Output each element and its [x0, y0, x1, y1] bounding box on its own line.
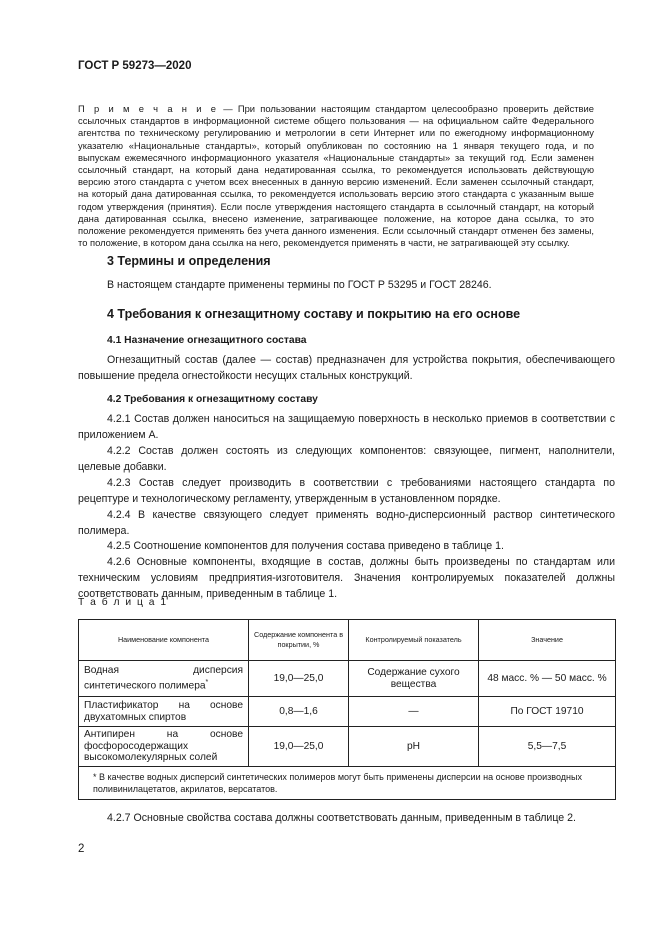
subsection-4-1-text: Огнезащитный состав (далее — состав) предназначен для устройства покрытия, обеспечивающего повышение предела огнестойкости несущих стальных конструкций. — [78, 354, 615, 382]
paragraph-4-2-2: 4.2.2 Состав должен состоять из следующих компонентов: связующее, пигмент, наполнители, целевые добавки. — [78, 445, 615, 473]
header-indicator: Контролируемый показатель — [349, 620, 479, 661]
paragraph-4-2-5: 4.2.5 Соотношение компонентов для получения состава приведено в таблице 1. — [107, 540, 504, 552]
header-component-name: Наименование компонента — [79, 620, 249, 661]
cell-content: 19,0—25,0 — [249, 661, 349, 697]
paragraph-4-2-6: 4.2.6 Основные компоненты, входящие в состав, должны быть произведены по стандартам или техническим условиям предприятия-изготовителя. Значения контролируемых показателей должны соответствовать данным, приведенным в таблице 1. — [78, 556, 615, 600]
note-text: — При пользовании настоящим стандартом целесообразно проверить действие ссылочных стандартов в информационной системе общего пользования — на официальном сайте Федерального агентства по техническому регулированию и метрологии в сети Интернет или по ежегодному информационному указателю «Национальные стандарты», который опубликован по состоянию на 1 января текущего года, и по выпускам ежемесячного информационного указателя «Национальные стандарты» за текущий год. Если заменен ссылочный стандарт, на который дана недатированная ссылка, то рекомендуется использовать действующую версию этого стандарта с учетом всех внесенных в данную версию изменений. Если заменен ссылочный стандарт, на который дана датированная ссылка, то рекомендуется использовать версию этого стандарта с указанным выше годом утверждения (принятия). Если после утверждения настоящего стандарта в ссылочный стандарт, на который дана датированная ссылка, внесено изменение, затрагивающее положение, на которое дана ссылка, то это положение рекомендуется применять без учета данного изменения. Если ссылочный стандарт отменен без замены, то положение, в котором дана ссылка на него, рекомендуется применять в части, не затрагивающей эту ссылку. — [78, 103, 594, 249]
subsection-4-2-heading: 4.2 Требования к огнезащитному составу — [107, 394, 318, 405]
header-content-percent: Содержание компонента в покрытии, % — [249, 620, 349, 661]
table-1-caption: Т а б л и ц а 1 — [78, 597, 168, 608]
cell-value: 5,5—7,5 — [479, 727, 616, 767]
table-footnote: * В качестве водных дисперсий синтетических полимеров могут быть применены дисперсии на основе производных поливинилацетатов, акрилатов, версататов. — [79, 767, 616, 800]
cell-component-name: Антипирен на основе фосфоросодержащих высокомолекулярных солей — [79, 727, 249, 767]
section-3-text: В настоящем стандарте применены термины по ГОСТ Р 53295 и ГОСТ 28246. — [107, 279, 492, 291]
cell-indicator: — — [349, 697, 479, 727]
table-row — [79, 661, 616, 697]
section-3-heading: 3 Термины и определения — [107, 254, 271, 268]
table-row — [79, 727, 616, 767]
section-4-heading: 4 Требования к огнезащитному составу и покрытию на его основе — [107, 307, 521, 321]
cell-value: 48 масс. % — 50 масс. % — [479, 661, 616, 697]
reference-note — [78, 103, 594, 249]
table-row — [79, 697, 616, 727]
note-label: П р и м е ч а н и е — [78, 103, 218, 114]
table-footnote-row — [79, 767, 616, 800]
cell-indicator: Содержание сухого вещества — [349, 661, 479, 697]
cell-content: 0,8—1,6 — [249, 697, 349, 727]
cell-component-name: Пластификатор на основе двухатомных спиртов — [79, 697, 249, 727]
components-table — [78, 619, 616, 800]
paragraph-4-2-4: 4.2.4 В качестве связующего следует применять водно-дисперсионный раствор синтетического полимера. — [78, 509, 615, 537]
subsection-4-1-heading: 4.1 Назначение огнезащитного состава — [107, 335, 307, 346]
cell-value: По ГОСТ 19710 — [479, 697, 616, 727]
document-code: ГОСТ Р 59273—2020 — [78, 60, 192, 72]
table-header-row — [79, 620, 616, 661]
cell-content: 19,0—25,0 — [249, 727, 349, 767]
paragraph-4-2-7: 4.2.7 Основные свойства состава должны соответствовать данным, приведенным в таблице 2. — [107, 812, 576, 824]
footnote-mark: * — [205, 678, 209, 686]
page-number: 2 — [78, 843, 85, 855]
header-value: Значение — [479, 620, 616, 661]
paragraph-4-2-3: 4.2.3 Состав следует производить в соответствии с требованиями настоящего стандарта по рецептуре и технологическому регламенту, утвержденным в установленном порядке. — [78, 477, 615, 505]
cell-indicator: pH — [349, 727, 479, 767]
paragraph-4-2-1: 4.2.1 Состав должен наноситься на защищаемую поверхность в несколько приемов в соответствии с приложением А. — [78, 413, 615, 441]
cell-component-name: Водная дисперсия синтетического полимера* — [79, 661, 249, 697]
